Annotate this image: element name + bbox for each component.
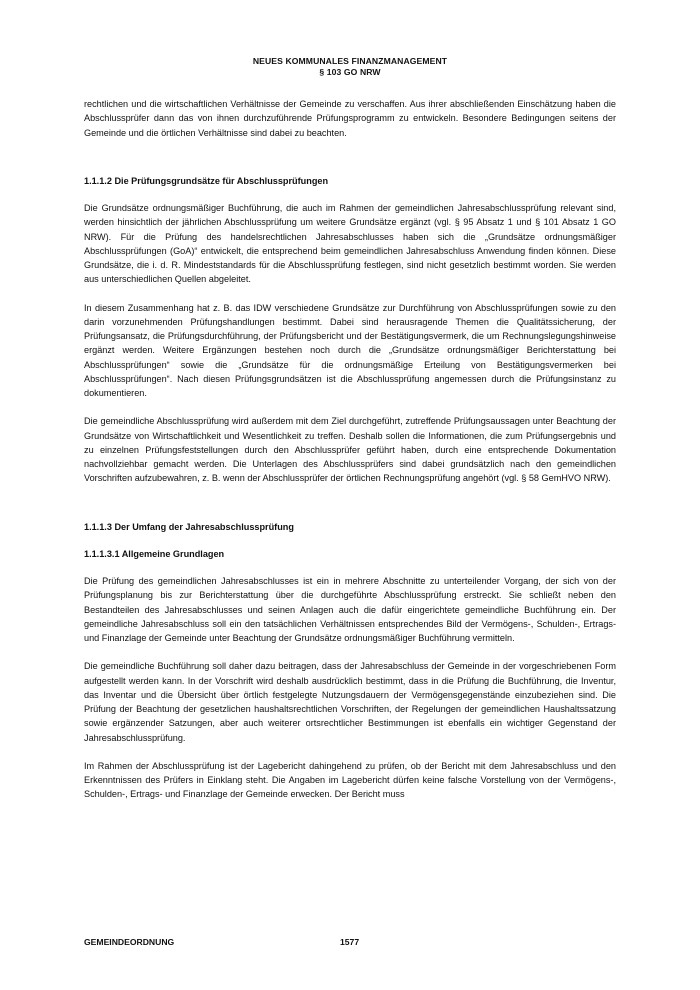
paragraph-1112-3: Die gemeindliche Abschlussprüfung wird außerdem mit dem Ziel durchgeführt, zutreffende Prüfungsaussagen unter Beachtung der Grundsätze von Wirtschaftlichkeit und Wesentlichkeit zu treffen. Deshalb sollen die Informationen, die zum Prüfungsergebnis und zu einzelnen Prüfungsfeststellungen durch den Abschlussprüfer geführt haben, durch eine entsprechende Dokumentation nachvollziehbar gemacht werden. Die Unterlagen des Abschlussprüfers sind dabei grundsätzlich nach den gemeindlichen Vorschriften aufzubewahren, z. B. wenn der Abschlussprüfer der örtlichen Rechnungsprüfung angehört (vgl. § 58 GemHVO NRW). (84, 416, 616, 484)
paragraph-11131-2: Die gemeindliche Buchführung soll daher dazu beitragen, dass der Jahresabschluss der Gemeinde in der vorgeschriebenen Form aufgestellt werden kann. In der Vorschrift wird deshalb ausdrücklich bestimmt, dass in die Prüfung die Buchführung, die Inventur, das Inventar und die Übersicht über örtlich festgelegte Nutzungsdauern der Vermögensgegenstände einzubeziehen sind. Die Prüfung der Beachtung der gesetzlichen haushaltsrechtlichen Vorschriften, der Regelungen der gemeindlichen Haushaltssatzung sowie ergänzender Satzungen, aber auch weiterer ortsrechtlicher Bestimmungen ist ebenfalls ein wichtiger Gegenstand der Jahresabschlussprüfung. (84, 661, 616, 743)
paragraph-11131-3: Im Rahmen der Abschlussprüfung ist der Lagebericht dahingehend zu prüfen, ob der Bericht mit dem Jahresabschluss und den Erkenntnissen des Prüfers in Einklang steht. Die Angaben im Lagebericht dürfen keine falsche Vorstellung von der Vermögens-, Schulden-, Ertrags- und Finanzlage der Gemeinde erwecken. Der Bericht muss (84, 760, 616, 800)
header-section: § 103 GO NRW (319, 67, 381, 77)
paragraph-1112-2: In diesem Zusammenhang hat z. B. das IDW verschiedene Grundsätze zur Durchführung von Abschlussprüfungen sowie zu den darin vorzunehmenden Prüfungshandlungen bestimmt. Dabei sind herausragende Themen die Qualitätssicherung, der Prüfungsansatz, die Prüfungsdurchführung, der Prüfungsbericht und der Bestätigungsvermerk, die um Rechnungslegungshinweise ergänzt werden. Weitere Ergänzungen bestehen noch durch die „Grundsätze ordnungsmäßiger Berichterstattung bei Abschlussprüfungen“ sowie die „Grundsätze für die ordnungsmäßige Erteilung von Bestätigungsvermerken bei Abschlussprüfungen“. Nach diesen Prüfungsgrundsätzen ist die Abschlussprüfung angemessen durch die Prüfungsinstanz zu dokumentieren. (84, 302, 616, 398)
header-title: NEUES KOMMUNALES FINANZMANAGEMENT (252, 56, 448, 66)
page-header (0, 56, 700, 78)
document-body (84, 97, 616, 802)
section-heading-1113: 1.1.1.3 Der Umfang der Jahresabschlussprüfung (84, 521, 294, 532)
paragraph-1112-1: Die Grundsätze ordnungsmäßiger Buchführung, die auch im Rahmen der gemeindlichen Jahresabschlussprüfung relevant sind, werden hinsichtlich der jährlichen Abschlussprüfung um weitere Grundsätze ergänzt (vgl. § 95 Absatz 1 und § 101 Absatz 1 GO NRW). Für die Prüfung des handelsrechtlichen Jahresabschlusses haben sich die „Grundsätze ordnungsmäßiger Abschlussprüfungen (GoA)“ entwickelt, die entsprechend beim gemeindlichen Jahresabschluss Anwendung finden können. Diese Grundsätze, die i. d. R. Mindeststandards für die Abschlussprüfung festlegen, sind nicht gesetzlich bestimmt worden. Sie werden aus unterschiedlichen Quellen abgeleitet. (84, 203, 616, 285)
page-number: 1577 (340, 937, 360, 947)
subsection-heading-11131: 1.1.1.3.1 Allgemeine Grundlagen (84, 548, 225, 559)
section-heading-1112: 1.1.1.2 Die Prüfungsgrundsätze für Abschlussprüfungen (84, 175, 329, 186)
intro-paragraph: rechtlichen und die wirtschaftlichen Verhältnisse der Gemeinde zu verschaffen. Aus ihrer abschließenden Einschätzung haben die Abschlussprüfer dann das von ihnen durchzuführende Prüfungsprogramm zu entwickeln. Besondere Bedingungen seitens der Gemeinde und die örtlichen Verhältnisse sind dabei zu beachten. (84, 99, 616, 138)
paragraph-11131-1: Die Prüfung des gemeindlichen Jahresabschlusses ist ein in mehrere Abschnitte zu unterteilender Vorgang, der sich von der Prüfungsplanung bis zur Berichterstattung über die durchgeführte Abschlussprüfung erstreckt. Sie schließt neben den Bestandteilen des Jahresabschlusses und seinen Anlagen auch die dafür eingerichtete gemeindliche Buchführung ein. Der gemeindliche Jahresabschluss soll ein den tatsächlichen Verhältnissen entsprechendes Bild der Vermögens-, Schulden-, Ertrags- und Finanzlage der Gemeinde unter Beachtung der Grundsätze ordnungsmäßiger Buchführung vermitteln. (84, 576, 616, 643)
footer-label: GEMEINDEORDNUNG (84, 937, 175, 947)
